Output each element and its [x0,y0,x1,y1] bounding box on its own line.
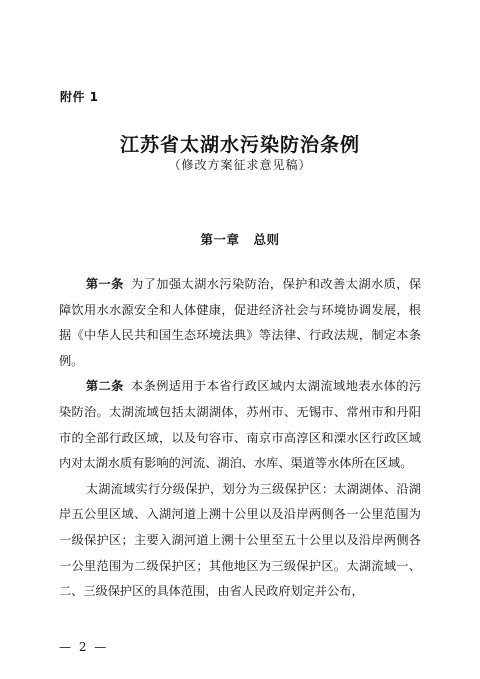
article-text: 为了加强太湖水污染防治，保护和改善太湖水质，保障饮用水水源安全和人体健康，促进经济社会与环境协调发展，根据《中华人民共和国生态环境法典》等法律、行政法规，制定本条例。 [59,277,422,368]
document-title: 江苏省太湖水污染防治条例 [119,134,360,156]
page-number: — 2 — [59,640,109,654]
chapter-name: 总则 [253,232,280,247]
article-paragraph [59,477,421,605]
chapter-number: 第一章 [200,232,240,247]
document-subtitle: （修改方案征求意见稿） [168,158,312,172]
attachment-label: 附件 1 [60,90,99,104]
article-label: 第二条 [85,379,124,394]
article-paragraph [59,272,421,374]
document-body [59,272,421,605]
article-text: 太湖流域实行分级保护，划分为三级保护区：太湖湖体、沿湖岸五公里区域、入湖河道上溯十公里以及沿岸两侧各一公里范围为一级保护区；主要入湖河道上溯十公里至五十公里以及沿岸两侧各一公里范围为二级保护区；其他地区为三级保护区。太湖流域一、二、三级保护区的具体范围，由省人民政府划定并公布， [59,481,421,599]
chapter-heading [0,230,480,248]
article-text: 本条例适用于本省行政区域内太湖流域地表水体的污染防治。太湖流域包括太湖湖体，苏州市、无锡市、常州市和丹阳市的全部行政区域，以及句容市、南京市高淳区和溧水区行政区域内对太湖水质有影响的河流、湖泊、水库、渠道等水体所在区域。 [59,379,422,471]
article-label: 第一条 [85,277,124,291]
article-paragraph [59,374,421,476]
